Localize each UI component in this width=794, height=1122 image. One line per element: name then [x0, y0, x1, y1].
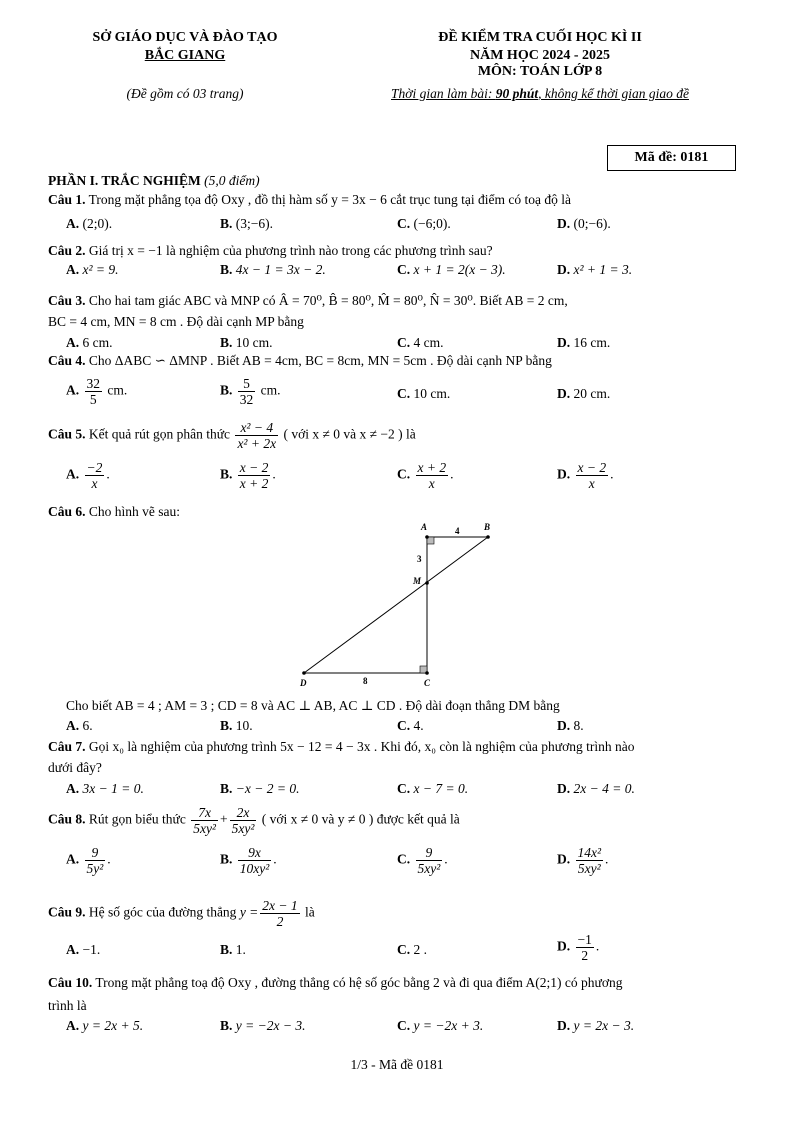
- q6-option-c: C. 4.: [397, 718, 424, 733]
- question-text: Rút gọn biểu thức: [88, 811, 186, 827]
- question-text: Trong mặt phẳng tọa độ Oxy , đồ thị hàm số y = 3x − 6 cắt trục tung tại điểm có toạ độ là: [88, 192, 571, 207]
- q10-option-c: C. y = −2x + 3.: [397, 1018, 484, 1033]
- q3-option-a: A. 6 cm.: [66, 335, 113, 350]
- subject: MÔN: TOÁN LỚP 8: [477, 64, 603, 79]
- label-cd-length: 8: [363, 676, 368, 686]
- question-10-line2: trình là: [48, 998, 87, 1013]
- q6-option-b: B. 10.: [220, 718, 253, 733]
- q7-option-d: D. 2x − 4 = 0.: [557, 781, 635, 796]
- question-3: [48, 292, 754, 309]
- question-7-line2: dưới đây?: [48, 760, 102, 775]
- q2-option-c: C. x + 1 = 2(x − 3).: [397, 262, 506, 277]
- time-pre: Thời gian làm bài:: [391, 86, 496, 101]
- label-am-length: 3: [417, 554, 422, 564]
- label-m: M: [413, 576, 422, 586]
- department-name: SỞ GIÁO DỤC VÀ ĐÀO TẠO: [92, 30, 278, 45]
- question-text: Cho hình vẽ sau:: [88, 504, 181, 519]
- point-m: [425, 581, 429, 585]
- label-ab-length: 4: [455, 526, 460, 536]
- question-4: [48, 352, 754, 369]
- q7-option-c: C. x − 7 = 0.: [397, 781, 469, 796]
- question-label: Câu 2.: [48, 243, 86, 258]
- question-text: Gọi x₀ là nghiệm của phương trình 5x − 12 = 4 − 3x . Khi đó, x₀ còn là nghiệm của phương trình nào: [88, 739, 635, 754]
- question-5: Câu 5. Kết quả rút gọn phân thức $\frac{\text{x² − 4}}{\text{x² + 2x}}$ ( với x ≠ 0 và x ≠ −2 ) là: [48, 420, 416, 451]
- q9-option-b: B. 1.: [220, 942, 246, 957]
- q10-option-d: D. y = 2x − 3.: [557, 1018, 635, 1033]
- segment-db: [304, 537, 488, 673]
- q7-option-a: A. 3x − 1 = 0.: [66, 781, 144, 796]
- q2-option-b: B. 4x − 1 = 3x − 2.: [220, 262, 326, 277]
- q8-option-b: B. $\frac{9x}{\text{10xy²}}$ .: [220, 845, 277, 876]
- q9-option-a: A. −1.: [66, 942, 101, 957]
- question-10: [48, 974, 754, 991]
- label-b: B: [484, 522, 491, 532]
- q1-option-c: C. (−6;0).: [397, 216, 451, 231]
- q8-option-a: A. $\frac{9}{\text{5y²}}$ .: [66, 845, 111, 876]
- question-text: Giá trị x = −1 là nghiệm của phương trình nào trong các phương trình sau?: [88, 243, 493, 258]
- q3-option-c: C. 4 cm.: [397, 335, 444, 350]
- q5-option-b: B. $\frac{x - 2}{x + 2}$ .: [220, 460, 276, 491]
- q2-option-a: A. x² = 9.: [66, 262, 119, 277]
- q4-option-b: B. $\frac{5}{32}$ cm.: [220, 376, 281, 407]
- q8-option-d: D. $\frac{\text{14x²}}{\text{5xy²}}$ .: [557, 845, 609, 876]
- q7-option-b: B. −x − 2 = 0.: [220, 781, 300, 796]
- q4-option-a: A. $\frac{32}{5}$ cm.: [66, 376, 128, 407]
- exam-code-box: Mã đề: 0181: [607, 145, 736, 171]
- question-6-text2: Cho biết AB = 4 ; AM = 3 ; CD = 8 và AC ⊥ AB, AC ⊥ CD . Độ dài đoạn thẳng DM bằng: [66, 698, 560, 713]
- q5-fraction: $\frac{\text{x² − 4}}{\text{x² + 2x}}$: [237, 420, 277, 451]
- q10-option-a: A. y = 2x + 5.: [66, 1018, 144, 1033]
- time-post: , không kể thời gian giao đề: [538, 86, 689, 101]
- section-title: [48, 172, 754, 189]
- q1-option-a: A. (2;0).: [66, 216, 113, 231]
- question-label: Câu 8.: [48, 811, 86, 827]
- time-bold: 90 phút: [495, 86, 539, 101]
- question-label: Câu 3.: [48, 293, 86, 308]
- question-3-line2: BC = 4 cm, MN = 8 cm . Độ dài cạnh MP bằng: [48, 314, 304, 329]
- question-label: Câu 9.: [48, 904, 86, 920]
- time-note: [355, 86, 725, 102]
- q3-option-b: B. 10 cm.: [220, 335, 273, 350]
- question-text: Trong mặt phẳng toạ độ Oxy , đường thẳng có hệ số góc bằng 2 và đi qua điểm A(2;1) có phương: [95, 975, 623, 990]
- point-a: [425, 535, 429, 539]
- province-wrap: [40, 48, 330, 64]
- question-2: [48, 242, 754, 259]
- question-9: Câu 9. Hệ số góc của đường thẳng y = $\frac{2x - 1}{2}$ là: [48, 898, 315, 929]
- label-c: C: [424, 678, 431, 688]
- label-a: A: [421, 522, 428, 532]
- question-1: [48, 191, 754, 208]
- point-c: [425, 671, 429, 675]
- q9-option-d: D. $\frac{-1}{2}$ .: [557, 932, 600, 963]
- province-name: BẮC GIANG: [144, 48, 226, 63]
- school-year: NĂM HỌC 2024 - 2025: [470, 48, 610, 63]
- q2-option-d: D. x² + 1 = 3.: [557, 262, 633, 277]
- q1-option-b: B. (3;−6).: [220, 216, 273, 231]
- question-8: Câu 8. Rút gọn biểu thức $\frac{7x}{\text{5xy²}}$ + $\frac{2x}{\text{5xy²}}$ ( với x ≠ 0 và y ≠ 0 ) được kết quả là: [48, 805, 460, 836]
- q5-option-c: C. $\frac{x + 2}{x}$ .: [397, 460, 454, 491]
- page-footer: 1/3 - Mã đề 0181: [350, 1057, 444, 1072]
- q4-option-d: D. 20 cm.: [557, 386, 611, 401]
- question-label: Câu 7.: [48, 739, 86, 754]
- q3-option-d: D. 16 cm.: [557, 335, 611, 350]
- label-d: D: [300, 678, 307, 688]
- section-name: PHẦN I. TRẮC NGHIỆM: [48, 173, 201, 188]
- point-b: [486, 535, 490, 539]
- question-label: Câu 5.: [48, 426, 86, 442]
- question-7: [48, 738, 754, 755]
- q5-option-a: A. $\frac{-2}{x}$ .: [66, 460, 110, 491]
- section-points: (5,0 điểm): [204, 173, 260, 188]
- pages-note: (Đề gồm có 03 trang): [126, 86, 244, 101]
- point-d: [302, 671, 306, 675]
- q1-option-d: D. (0;−6).: [557, 216, 611, 231]
- question-label: Câu 10.: [48, 975, 93, 990]
- q10-option-b: B. y = −2x − 3.: [220, 1018, 306, 1033]
- q9-option-c: C. 2 .: [397, 942, 427, 957]
- exam-title: ĐỀ KIỂM TRA CUỐI HỌC KÌ II: [438, 30, 642, 45]
- question-text: Kết quả rút gọn phân thức: [88, 426, 231, 442]
- question-label: Câu 1.: [48, 192, 86, 207]
- question-label: Câu 6.: [48, 504, 86, 519]
- q4-option-c: C. 10 cm.: [397, 386, 451, 401]
- question-label: Câu 4.: [48, 353, 86, 368]
- q6-option-a: A. 6.: [66, 718, 93, 733]
- q8-option-c: C. $\frac{9}{\text{5xy²}}$ .: [397, 845, 448, 876]
- q6-option-d: D. 8.: [557, 718, 584, 733]
- question-text: Cho hai tam giác ABC và MNP có Â = 70⁰, B̂ = 80⁰, M̂ = 80⁰, N̂ = 30⁰. Biết AB = 2 cm,: [88, 293, 568, 308]
- question-text: Cho ΔABC ∽ ΔMNP . Biết AB = 4cm, BC = 8cm, MN = 5cm . Độ dài cạnh NP bằng: [88, 353, 552, 368]
- question-text: Hệ số góc của đường thẳng: [88, 904, 237, 920]
- geometry-figure: [290, 518, 510, 690]
- q5-option-d: D. $\frac{x - 2}{x}$ .: [557, 460, 614, 491]
